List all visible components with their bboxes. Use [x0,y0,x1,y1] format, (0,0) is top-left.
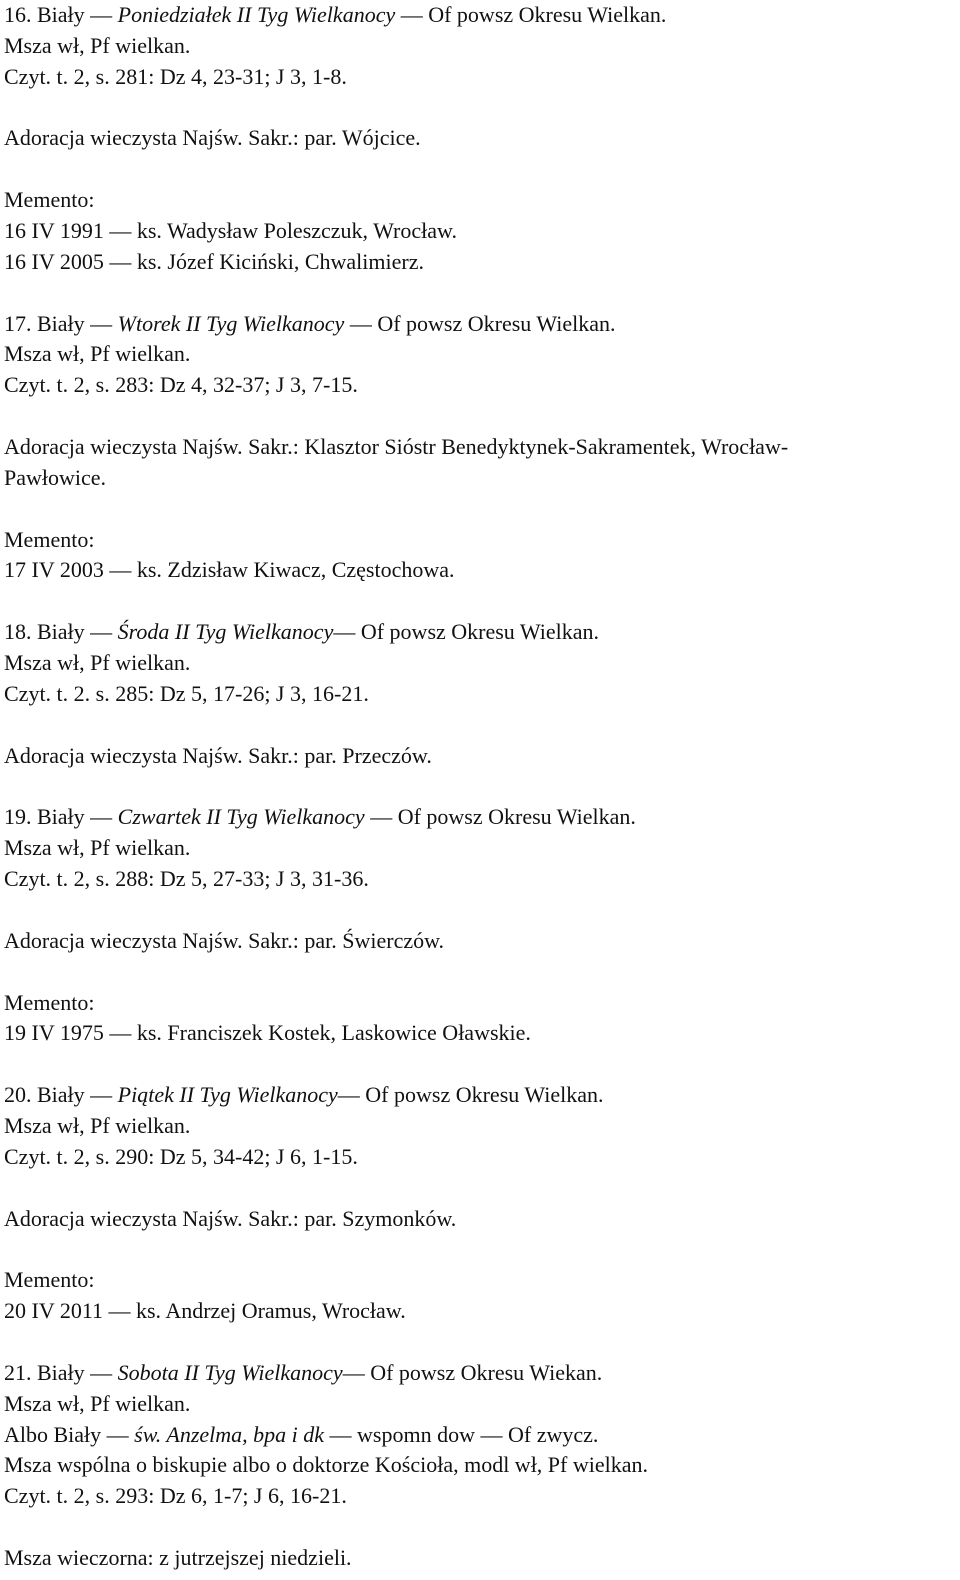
mass-line: Msza wł, Pf wielkan. [4,835,191,861]
day-name: Wtorek II Tyg Wielkanocy [117,310,345,336]
office-type: Of powsz Okresu Wielkan. [360,619,600,645]
office-type: Of powsz Okresu Wiekan. [370,1359,603,1385]
dash: –– [370,804,393,830]
readings-line: Czyt. t. 2, s. 288: Dz 5, 27-33; J 3, 31-36. [4,865,369,891]
mass-line: Msza wł, Pf wielkan. [4,1112,191,1138]
office-type: Of zwycz. [507,1421,599,1447]
memento-date: 16 IV 2005 [4,248,104,274]
day-name: Poniedziałek II Tyg Wielkanocy [117,2,396,27]
dash: –– [400,2,423,27]
day-header [4,309,960,340]
dash: –– [90,1359,113,1385]
day-entry-21 [4,1358,960,1574]
day-header [4,802,960,833]
memento-text: ks. Zdzisław Kiwacz, Częstochowa. [136,557,455,583]
dash: –– [90,1082,113,1108]
liturgical-color: Biały [37,619,85,645]
day-number: 16. [4,2,32,27]
adoration-line: Adoracja wieczysta Najśw. Sakr.: par. Wójcice. [4,125,421,151]
memento-text: ks. Józef Kiciński, Chwalimierz. [136,248,424,274]
liturgical-color: Biały [37,804,85,830]
day-entry-16 [4,0,960,309]
memorial-type: wspomn dow [357,1421,475,1447]
dash: –– [90,2,113,27]
day-name: Sobota II Tyg Wielkanocy [117,1359,343,1385]
day-number: 18. [4,619,32,645]
memento-label: Memento: [4,187,95,213]
memento-entry [4,555,960,586]
saint-name: św. Anzelma, bpa i dk [134,1421,325,1447]
dash: –– [90,804,113,830]
mass-line: Msza wł, Pf wielkan. [4,341,191,367]
dash: –– [109,248,132,274]
memento-label: Memento: [4,1267,95,1293]
memento-entry [4,216,960,247]
office-type: Of powsz Okresu Wielkan. [377,310,616,336]
dash: –– [342,1359,365,1385]
office-type: Of powsz Okresu Wielkan. [365,1082,604,1108]
dash: –– [349,310,372,336]
readings-line: Czyt. t. 2, s. 281: Dz 4, 23-31; J 3, 1-8. [4,63,347,89]
dash: –– [90,619,113,645]
adoration-line: Adoracja wieczysta Najśw. Sakr.: Klasztor Sióstr Benedyktynek-Sakramentek, Wrocław- [4,433,789,459]
day-number: 17. [4,310,32,336]
readings-line: Czyt. t. 2, s. 283: Dz 4, 32-37; J 3, 7-15. [4,372,358,398]
dash: –– [108,1298,131,1324]
memento-date: 17 IV 2003 [4,557,104,583]
dash: –– [480,1421,503,1447]
day-header [4,1080,960,1111]
memento-label: Memento: [4,526,95,552]
alternative-header [4,1420,960,1451]
alternative-mass-line: Msza wspólna o biskupie albo o doktorze Kościoła, modl wł, Pf wielkan. [4,1452,649,1478]
day-entry-19 [4,802,960,1080]
day-header [4,0,960,31]
memento-date: 16 IV 1991 [4,217,104,243]
evening-mass-line: Msza wieczorna: z jutrzejszej niedzieli. [4,1544,352,1570]
memento-label: Memento: [4,989,95,1015]
alternative-prefix: Albo Biały [4,1421,102,1447]
office-type: Of powsz Okresu Wielkan. [428,2,667,27]
day-entry-20 [4,1080,960,1358]
day-number: 20. [4,1082,32,1108]
day-header [4,617,960,648]
mass-line: Msza wł, Pf wielkan. [4,649,191,675]
dash: –– [90,310,113,336]
memento-entry [4,247,960,278]
dash: –– [109,217,132,243]
memento-text: ks. Andrzej Oramus, Wrocław. [136,1298,406,1324]
dash: –– [329,1421,352,1447]
mass-line: Msza wł, Pf wielkan. [4,32,191,58]
day-entry-18 [4,617,960,802]
adoration-line: Adoracja wieczysta Najśw. Sakr.: par. Świerczów. [4,927,445,953]
memento-entry [4,1018,960,1049]
liturgical-color: Biały [37,1359,85,1385]
day-entry-17 [4,309,960,618]
memento-text: ks. Wadysław Poleszczuk, Wrocław. [136,217,457,243]
readings-line: Czyt. t. 2, s. 293: Dz 6, 1-7; J 6, 16-21. [4,1483,347,1509]
liturgical-color: Biały [37,2,85,27]
day-number: 19. [4,804,32,830]
day-name: Czwartek II Tyg Wielkanocy [117,804,365,830]
dash: –– [109,557,132,583]
day-number: 21. [4,1359,32,1385]
memento-date: 20 IV 2011 [4,1298,103,1324]
day-name: Piątek II Tyg Wielkanocy [117,1082,338,1108]
mass-line: Msza wł, Pf wielkan. [4,1390,191,1416]
dash: –– [333,619,356,645]
dash: –– [106,1421,129,1447]
day-header [4,1358,960,1389]
adoration-line-cont: Pawłowice. [4,464,107,490]
dash: –– [337,1082,360,1108]
adoration-line: Adoracja wieczysta Najśw. Sakr.: par. Przeczów. [4,742,432,768]
liturgical-color: Biały [37,310,85,336]
adoration-line: Adoracja wieczysta Najśw. Sakr.: par. Szymonków. [4,1205,457,1231]
dash: –– [109,1020,132,1046]
day-name: Środa II Tyg Wielkanocy [117,619,334,645]
memento-entry [4,1296,960,1327]
memento-text: ks. Franciszek Kostek, Laskowice Oławskie. [136,1020,531,1046]
memento-date: 19 IV 1975 [4,1020,104,1046]
readings-line: Czyt. t. 2. s. 285: Dz 5, 17-26; J 3, 16-21. [4,680,369,706]
readings-line: Czyt. t. 2, s. 290: Dz 5, 34-42; J 6, 1-15. [4,1143,358,1169]
office-type: Of powsz Okresu Wielkan. [397,804,636,830]
liturgical-color: Biały [37,1082,85,1108]
